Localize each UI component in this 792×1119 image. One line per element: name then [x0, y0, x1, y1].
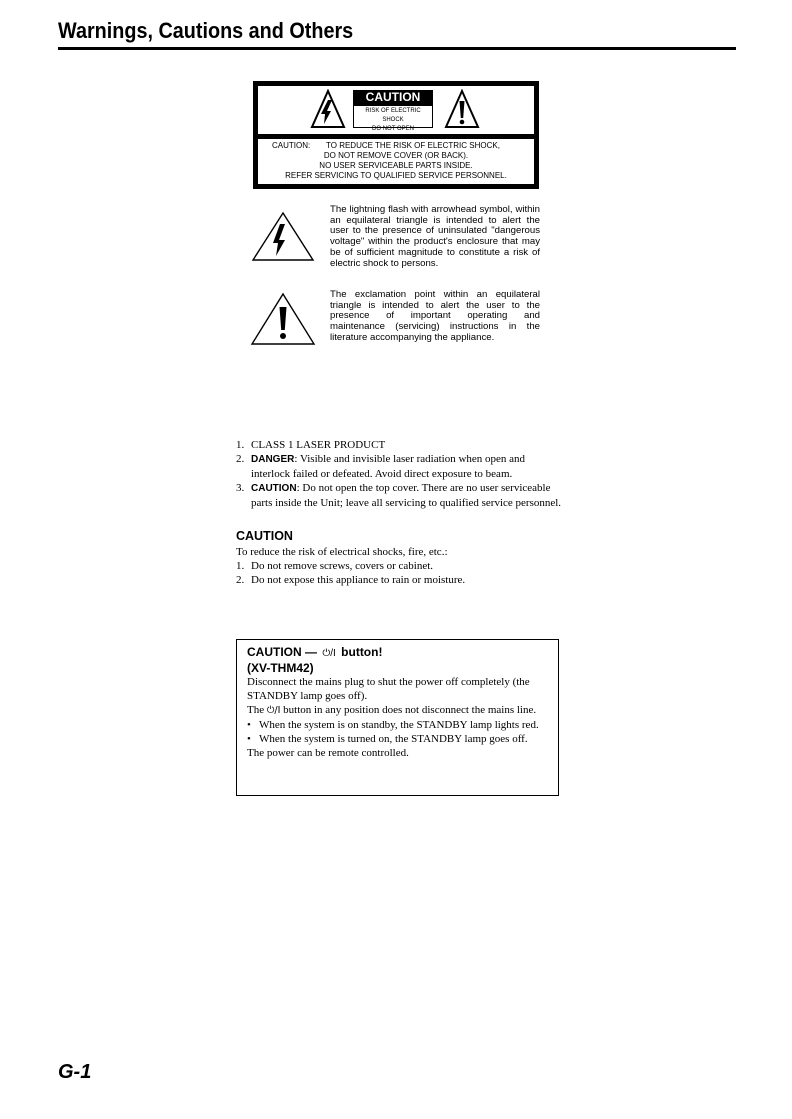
laser-notes-list [236, 438, 566, 510]
list-text: : Visible and invisible laser radiation when open and interlock failed or defeated. Avoid direct exposure to beam. [251, 453, 526, 480]
standby-closing: The power can be remote controlled. [247, 747, 409, 759]
caution-label-line: DO NOT REMOVE COVER (OR BACK). [323, 151, 469, 160]
standby-bullets [247, 718, 548, 746]
list-item [236, 481, 566, 510]
standby-paragraph [247, 703, 548, 718]
caution-label-divider [258, 134, 534, 139]
exclamation-symbol-description: The exclamation point within an equilateral triangle is intended to alert the user to the presence of important operating and maintenance (servicing) instructions in the literature accompanying the appliance. [330, 289, 540, 343]
list-text: CLASS 1 LASER PRODUCT [251, 439, 386, 451]
list-item [236, 438, 566, 452]
caution-label-text [258, 141, 534, 181]
lightning-symbol-description: The lightning flash with arrowhead symbol, within an equilateral triangle is intended to alert the user to the presence of uninsulated "dangerous voltage" within the product's enclosure that may be of sufficient magnitude to constitute a risk of electric shock to persons. [330, 204, 540, 269]
exclamation-triangle-icon [444, 89, 480, 129]
exclamation-symbol-icon [250, 292, 316, 346]
list-number: 2. [236, 453, 245, 465]
list-item [247, 732, 548, 746]
list-number: 3. [236, 482, 245, 494]
list-text: Do not remove screws, covers or cabinet. [251, 560, 434, 572]
caution-label-sub-line: RISK OF ELECTRIC SHOCK [365, 108, 421, 123]
caution-intro: To reduce the risk of electrical shocks, fire, etc.: [236, 546, 448, 558]
caution-label-heading: CAUTION [353, 90, 433, 105]
list-text: Do not expose this appliance to rain or moisture. [251, 574, 466, 586]
list-number: 2. [236, 574, 245, 586]
caution-label-line: TO REDUCE THE RISK OF ELECTRIC SHOCK, [326, 141, 500, 150]
page-title: Warnings, Cautions and Others [58, 18, 354, 43]
caution-label-sub-line: DO NOT OPEN [372, 126, 414, 132]
list-item [236, 452, 566, 481]
caution-list [236, 559, 465, 587]
caution-label-subtext [353, 105, 433, 132]
standby-caution-body [247, 675, 548, 760]
heading-suffix: button! [341, 645, 383, 659]
list-text: When the system is on standby, the STANDBY lamp lights red. [259, 719, 539, 731]
caution-label-caution-word: CAUTION: [272, 141, 311, 150]
standby-caution-heading [247, 645, 548, 675]
caution-label-line: NO USER SERVICEABLE PARTS INSIDE. [319, 161, 473, 170]
power-button-icon: ⏻/I [322, 648, 336, 659]
lightning-triangle-icon [310, 89, 346, 129]
title-rule [58, 47, 736, 50]
list-text: When the system is turned on, the STANDBY lamp goes off. [259, 733, 528, 745]
caution-label-line: REFER SERVICING TO QUALIFIED SERVICE PERSONNEL. [285, 171, 507, 180]
heading-prefix: CAUTION — [247, 645, 317, 659]
para-suffix: button in any position does not disconnect the mains line. [283, 704, 537, 716]
caution-label-top [258, 86, 534, 134]
caution-label [253, 81, 539, 189]
caution-keyword: CAUTION [251, 483, 297, 494]
standby-caution-box [236, 639, 559, 796]
caution-heading: CAUTION [236, 529, 293, 543]
list-number: 1. [236, 439, 245, 451]
standby-paragraph: Disconnect the mains plug to shut the power off completely (the STANDBY lamp goes off). [247, 676, 530, 702]
list-number: 1. [236, 560, 245, 572]
bullet-icon: • [247, 719, 251, 731]
danger-keyword: DANGER [251, 454, 295, 465]
power-symbol-icon: ⏻/I [266, 705, 281, 716]
list-text: : Do not open the top cover. There are no user serviceable parts inside the Unit; leave all servicing to qualified service personnel. [251, 482, 562, 509]
list-item [247, 718, 548, 732]
page-number: G-1 [58, 1061, 92, 1083]
para-prefix: The [247, 704, 265, 716]
model-number: (XV-THM42) [247, 661, 314, 675]
lightning-symbol-icon [250, 210, 316, 262]
list-item [236, 573, 465, 587]
bullet-icon: • [247, 733, 251, 745]
list-item [236, 559, 465, 573]
